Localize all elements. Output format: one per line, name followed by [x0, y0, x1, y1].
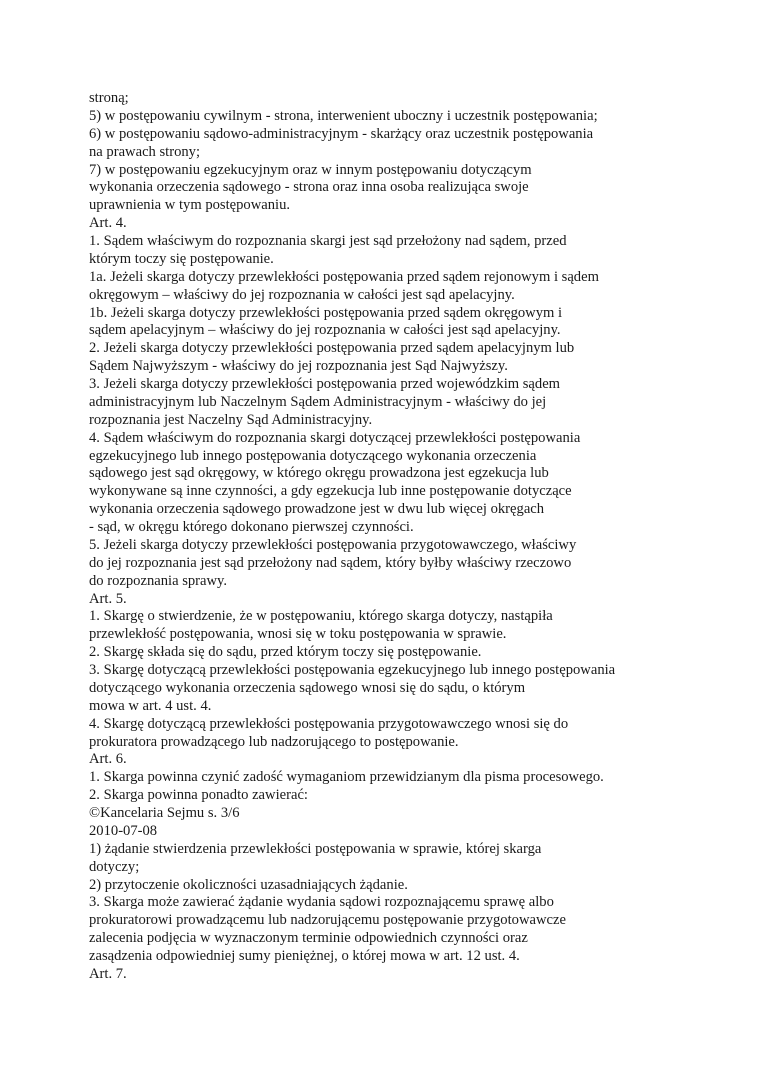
text-line: Art. 6.	[89, 751, 127, 768]
text-line: dotyczącego wykonania orzeczenia sądowego wnosi się do sądu, o którym	[89, 679, 526, 696]
text-line: zalecenia podjęcia w wyznaczonym terminie odpowiednich czynności oraz	[89, 930, 528, 947]
text-line: mowa w art. 4 ust. 4.	[89, 697, 212, 714]
text-line: ©Kancelaria Sejmu s. 3/6	[89, 805, 240, 821]
text-line: którym toczy się postępowanie.	[89, 250, 274, 267]
text-line: 1) żądanie stwierdzenia przewlekłości postępowania w sprawie, której skarga	[89, 840, 542, 857]
text-line: sądowego jest sąd okręgowy, w którego okręgu prowadzona jest egzekucja lub	[89, 465, 549, 482]
text-line: 4. Skargę dotyczącą przewlekłości postępowania przygotowawczego wnosi się do	[89, 715, 569, 732]
document-text	[89, 90, 739, 984]
text-line: administracyjnym lub Naczelnym Sądem Administracyjnym - właściwy do jej	[89, 393, 547, 410]
text-line: okręgowym – właściwy do jej rozpoznania w całości jest sąd apelacyjny.	[89, 286, 515, 303]
text-line: do jej rozpoznania jest sąd przełożony nad sądem, który byłby właściwy rzeczowo	[89, 554, 572, 571]
text-line: 3. Jeżeli skarga dotyczy przewlekłości postępowania przed wojewódzkim sądem	[89, 376, 561, 392]
text-line: Art. 4.	[89, 215, 127, 232]
text-line: 4. Sądem właściwym do rozpoznania skargi dotyczącej przewlekłości postępowania	[89, 429, 581, 446]
text-line: do rozpoznania sprawy.	[89, 572, 228, 589]
text-line: wykonywane są inne czynności, a gdy egzekucja lub inne postępowanie dotyczące	[89, 483, 572, 500]
text-line: 2010-07-08	[89, 822, 158, 839]
text-line: wykonania orzeczenia sądowego - strona oraz inna osoba realizująca swoje	[89, 179, 529, 196]
text-line: rozpoznania jest Naczelny Sąd Administracyjny.	[89, 411, 373, 428]
text-line: 3. Skargę dotyczącą przewlekłości postępowania egzekucyjnego lub innego postępowania	[89, 662, 616, 678]
text-line: 5) w postępowaniu cywilnym - strona, interwenient uboczny i uczestnik postępowania;	[89, 107, 598, 124]
text-line: zasądzenia odpowiedniej sumy pieniężnej, o której mowa w art. 12 ust. 4.	[89, 948, 520, 964]
text-line: prokuratora prowadzącego lub nadzorującego to postępowanie.	[89, 733, 459, 750]
text-line: 6) w postępowaniu sądowo-administracyjnym - skarżący oraz uczestnik postępowania	[89, 125, 594, 142]
text-line: 2. Skarga powinna ponadto zawierać:	[89, 787, 308, 804]
text-line: przewlekłość postępowania, wnosi się w toku postępowania w sprawie.	[89, 626, 507, 643]
text-line: na prawach strony;	[89, 143, 201, 160]
text-line: Art. 7.	[89, 965, 127, 982]
text-line: 1a. Jeżeli skarga dotyczy przewlekłości postępowania przed sądem rejonowym i sądem	[89, 268, 599, 285]
text-line: 2. Skargę składa się do sądu, przed którym toczy się postępowanie.	[89, 644, 482, 661]
text-line: 2. Jeżeli skarga dotyczy przewlekłości postępowania przed sądem apelacyjnym lub	[89, 340, 575, 357]
text-line: uprawnienia w tym postępowaniu.	[89, 197, 291, 214]
text-line: prokuratorowi prowadzącemu lub nadzorującemu postępowanie przygotowawcze	[89, 912, 566, 929]
text-line: egzekucyjnego lub innego postępowania dotyczącego wykonania orzeczenia	[89, 447, 537, 464]
text-line: 5. Jeżeli skarga dotyczy przewlekłości postępowania przygotowawczego, właściwy	[89, 536, 577, 553]
text-line: sądem apelacyjnym – właściwy do jej rozpoznania w całości jest sąd apelacyjny.	[89, 322, 561, 339]
text-line: 1. Sądem właściwym do rozpoznania skargi jest sąd przełożony nad sądem, przed	[89, 233, 567, 249]
text-line: wykonania orzeczenia sądowego prowadzone jest w dwu lub więcej okręgach	[89, 501, 545, 518]
text-line: stroną;	[89, 90, 129, 106]
text-line: dotyczy;	[89, 858, 140, 875]
text-line: 1. Skarga powinna czynić zadość wymaganiom przewidzianym dla pisma procesowego.	[89, 769, 604, 786]
text-line: Sądem Najwyższym - właściwy do jej rozpoznania jest Sąd Najwyższy.	[89, 358, 508, 375]
text-line: Art. 5.	[89, 590, 127, 607]
text-line: 2) przytoczenie okoliczności uzasadniających żądanie.	[89, 876, 408, 893]
text-line: 7) w postępowaniu egzekucyjnym oraz w innym postępowaniu dotyczącym	[89, 161, 532, 178]
text-line: 3. Skarga może zawierać żądanie wydania sądowi rozpoznającemu sprawę albo	[89, 894, 554, 911]
text-line: 1b. Jeżeli skarga dotyczy przewlekłości postępowania przed sądem okręgowym i	[89, 304, 563, 321]
text-line: 1. Skargę o stwierdzenie, że w postępowaniu, którego skarga dotyczy, nastąpiła	[89, 608, 553, 625]
text-line: - sąd, w okręgu którego dokonano pierwszej czynności.	[89, 519, 414, 535]
